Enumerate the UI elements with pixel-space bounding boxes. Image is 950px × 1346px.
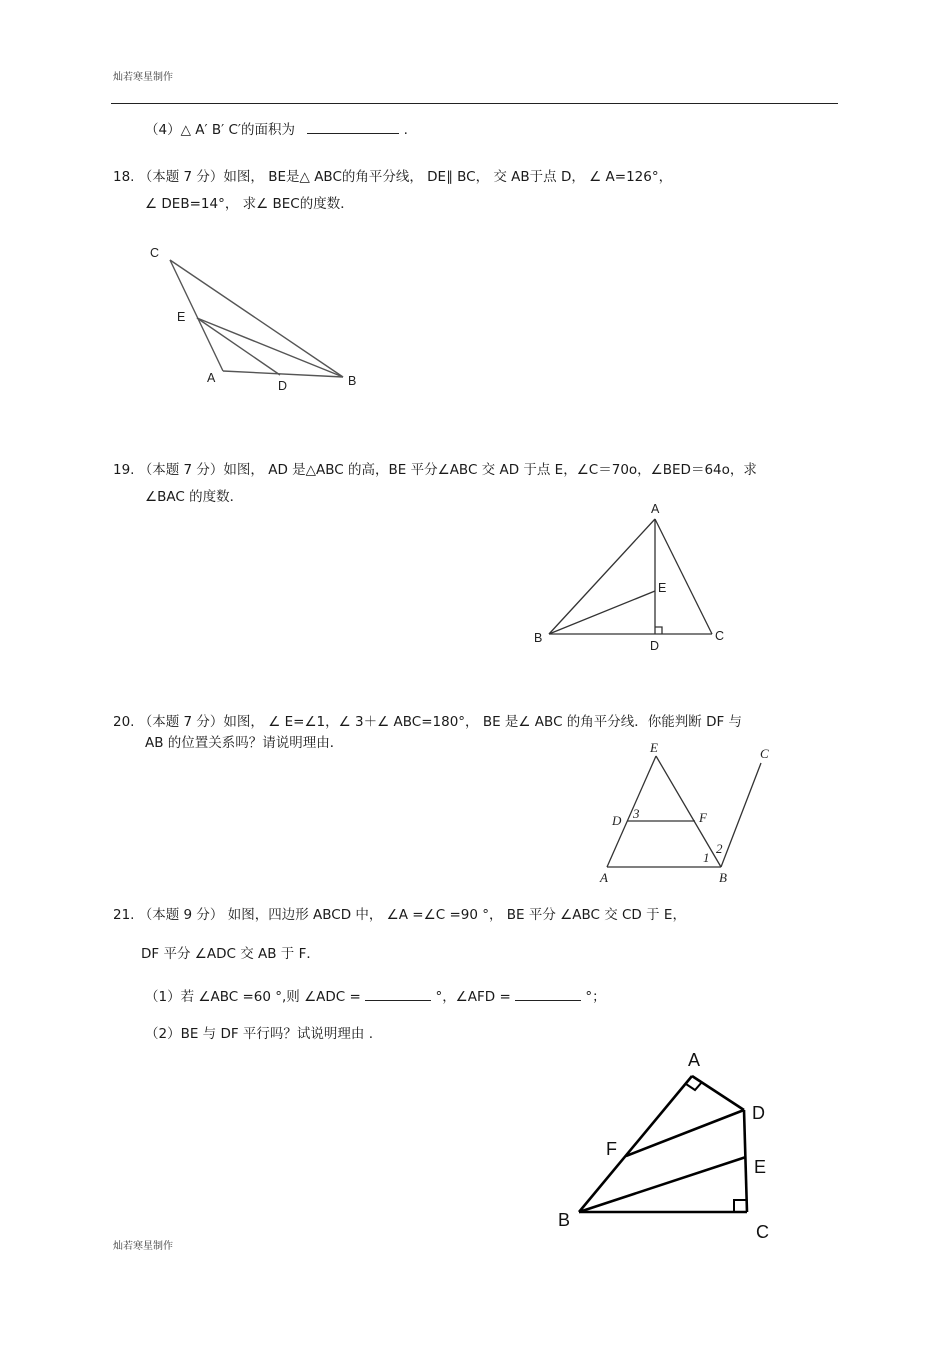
q19-label-b: B (534, 631, 543, 645)
q21-right-angle-a (686, 1082, 702, 1090)
q21-part1-text-a: （1）若 ∠ABC =60 °,则 ∠ADC = (145, 989, 361, 1005)
q20-line2: AB 的位置关系吗？请说明理由． (145, 735, 344, 751)
footer-note: 灿若寒星制作 (113, 1241, 173, 1252)
q19-label-e: E (658, 581, 667, 595)
q18-label-b: B (348, 374, 357, 388)
q21-label-d: D (752, 1103, 765, 1123)
q18-label-c: C (150, 246, 160, 260)
q19-label-d: D (650, 639, 660, 653)
q21-part1-text-c: °； (585, 989, 606, 1005)
q19-line2: ∠BAC 的度数． (145, 489, 244, 505)
q21-segment-be (579, 1157, 746, 1212)
q21-line1: 21. （本题 9 分） 如图，四边形 ABCD 中， ∠A =∠C =90 °， BE 平分 ∠ABC 交 CD 于 E， (113, 907, 686, 923)
q18-line2: ∠ DEB=14°， 求∠ BEC的度数． (145, 196, 354, 212)
q21-side-ad (692, 1076, 744, 1110)
q21-label-a: A (688, 1050, 701, 1070)
q21-label-e: E (754, 1157, 767, 1177)
q20-label-f: F (699, 810, 707, 825)
q20-label-d: D (612, 813, 622, 828)
q17-part4-end: . (403, 122, 408, 138)
q19-label-c: C (715, 629, 725, 643)
q17-part4-text: （4）△ A′ B′ C′的面积为 (145, 122, 295, 138)
q19-line1: 19. （本题 7 分）如图， AD 是△ABC 的高，BE 平分∠ABC 交 AD 于点 E，∠C＝70o，∠BED＝64o，求 (113, 462, 757, 478)
q21-line2: DF 平分 ∠ADC 交 AB 于 F． (141, 946, 320, 962)
q20-label-1: 1 (703, 850, 710, 865)
header-note: 灿若寒星制作 (113, 72, 173, 83)
q21-right-angle-c (734, 1200, 747, 1212)
q21-side-dc (744, 1110, 747, 1212)
q20-label-3: 3 (633, 806, 640, 821)
q20-label-b: B (719, 870, 727, 885)
q20-label-a: A (600, 870, 608, 885)
q18-label-e: E (177, 310, 186, 324)
q18-line1: 18. （本题 7 分）如图， BE是△ ABC的角平分线， DE∥ BC， 交 AB于点 D， ∠ A=126°， (113, 169, 673, 185)
q21-label-c: C (756, 1222, 769, 1242)
q18-label-d: D (278, 379, 288, 393)
q20-line1: 20. （本题 7 分）如图， ∠ E=∠1，∠ 3＋∠ ABC=180°， BE 是∠ ABC 的角平分线．你能判断 DF 与 (113, 714, 743, 730)
q21-side-ba (579, 1076, 692, 1212)
q21-part2: （2）BE 与 DF 平行吗？试说明理由 . (145, 1026, 373, 1042)
q20-label-e: E (650, 740, 658, 755)
q20-label-c: C (760, 746, 769, 761)
q18-label-a: A (207, 371, 216, 385)
q20-label-2: 2 (716, 841, 723, 856)
q19-label-a: A (651, 502, 660, 516)
q21-part1-text-b: °，∠AFD = (435, 989, 511, 1005)
q21-label-b: B (558, 1210, 571, 1230)
q21-label-f: F (606, 1139, 617, 1159)
